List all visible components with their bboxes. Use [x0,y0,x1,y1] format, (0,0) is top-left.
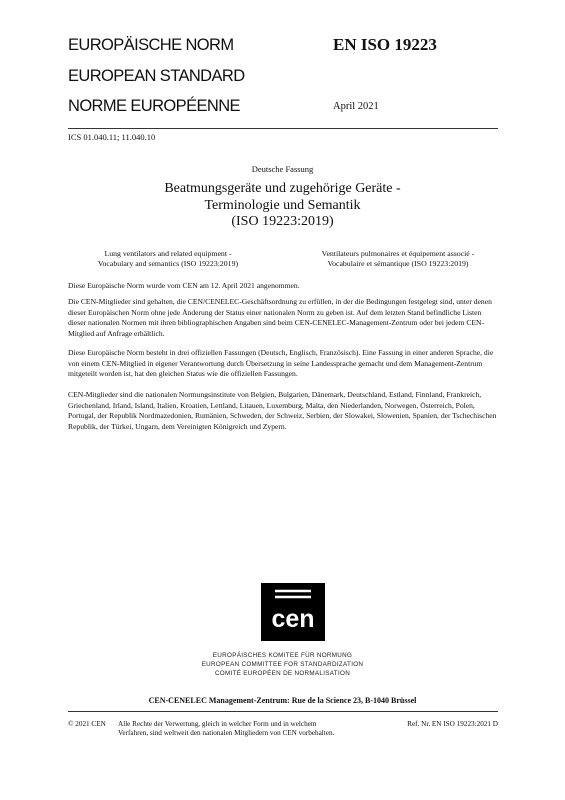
rights-statement: Alle Rechte der Verwertung, gleich in welcher Form und in welchem Verfahren, sind weltweit den nationalen Mitgliedern von CEN vorbehalten. [118,720,335,738]
title-line: Beatmungsgeräte und zugehörige Geräte - [164,181,401,196]
cen-logo-icon [261,583,325,641]
standard-name-en: EUROPEAN STANDARD [68,67,245,85]
title-line: (ISO 19223:2019) [231,214,334,229]
versions-paragraph: Diese Europäische Norm besteht in drei offiziellen Fassungen (Deutsch, Englisch, Französisch). Eine Fassung in einer anderen Sprache, die von einem CEN-Mitglied in eigener Verantwortung durch Übersetzung in seine Landessprache gemacht und dem Management-Zentrum mitgeteilt worden ist, hat den gleichen Status wie die offiziellen Fassungen. [68,348,494,379]
document-number: EN ISO 19223 [333,35,437,54]
logo-text: cen [271,605,315,633]
publication-date: April 2021 [333,101,379,112]
english-title-line: Vocabulary and semantics (ISO 19223:2019) [97,259,239,268]
management-centre-address: CEN-CENELEC Management-Zentrum: Rue de la Science 23, B-1040 Brüssel [148,696,417,705]
document-title [100,181,465,231]
committee-name-fr: COMITÉ EUROPÉEN DE NORMALISATION [214,670,351,677]
version-label: Deutsche Fassung [251,164,314,174]
footer-divider [68,711,498,712]
title-line: Terminologie und Semantik [204,197,361,213]
standard-name-fr: NORME EUROPÉENNE [68,97,240,115]
english-title-line: Lung ventilators and related equipment - [104,249,232,258]
copyright-notice: © 2021 CEN [68,720,106,728]
french-title [298,249,498,269]
english-title [68,249,268,269]
members-paragraph: CEN-Mitglieder sind die nationalen Normungsinstitute von Belgien, Bulgarien, Dänemark, Deutschland, Estland, Finnland, Frankreich, Griechenland, Irland, Island, Italien, Kroatien, Lettland, Litauen, Luxemburg, Malta, den Niederlanden, Norwegen, Österreich, Polen, Portugal, der Republik Nordmazedonien, Rumänien, Schweden, der Schweiz, Serbien, der Slowakei, Slowenien, Spanien, der Tschechischen Republik, der Türkei, Ungarn, dem Vereinigten Königreich und Zypern. [68,390,497,431]
french-title-line: Ventilateurs pulmonaires et équipement associé - [321,249,475,258]
reference-number: Ref. Nr. EN ISO 19223:2021 D [407,720,498,728]
committee-name-de: EUROPÄISCHES KOMITEE FÜR NORMUNG [212,652,353,659]
regulations-paragraph: Die CEN-Mitglieder sind gehalten, die CEN/CENELEC-Geschäftsordnung zu erfüllen, in der die Bedingungen festgelegt sind, unter denen dieser Europäischen Norm ohne jede Änderung der Status einer nationalen Norm zu geben ist. Auf dem letzten Stand befindliche Listen dieser nationalen Normen mit ihren bibliographischen Angaben sind beim CEN-CENELEC-Management-Zentrum oder bei jedem CEN-Mitglied auf Anfrage erhältlich. [68,297,492,338]
adoption-paragraph: Diese Europäische Norm wurde vom CEN am 12. April 2021 angenommen. [68,281,300,290]
french-title-line: Vocabulaire et sémantique (ISO 19223:2019) [327,259,469,268]
standard-name-de: EUROPÄISCHE NORM [68,36,234,54]
header-divider [68,128,498,129]
committee-name-en: EUROPEAN COMMITTEE FOR STANDARDIZATION [201,661,364,668]
ics-classification: ICS 01.040.11; 11.040.10 [68,132,156,142]
